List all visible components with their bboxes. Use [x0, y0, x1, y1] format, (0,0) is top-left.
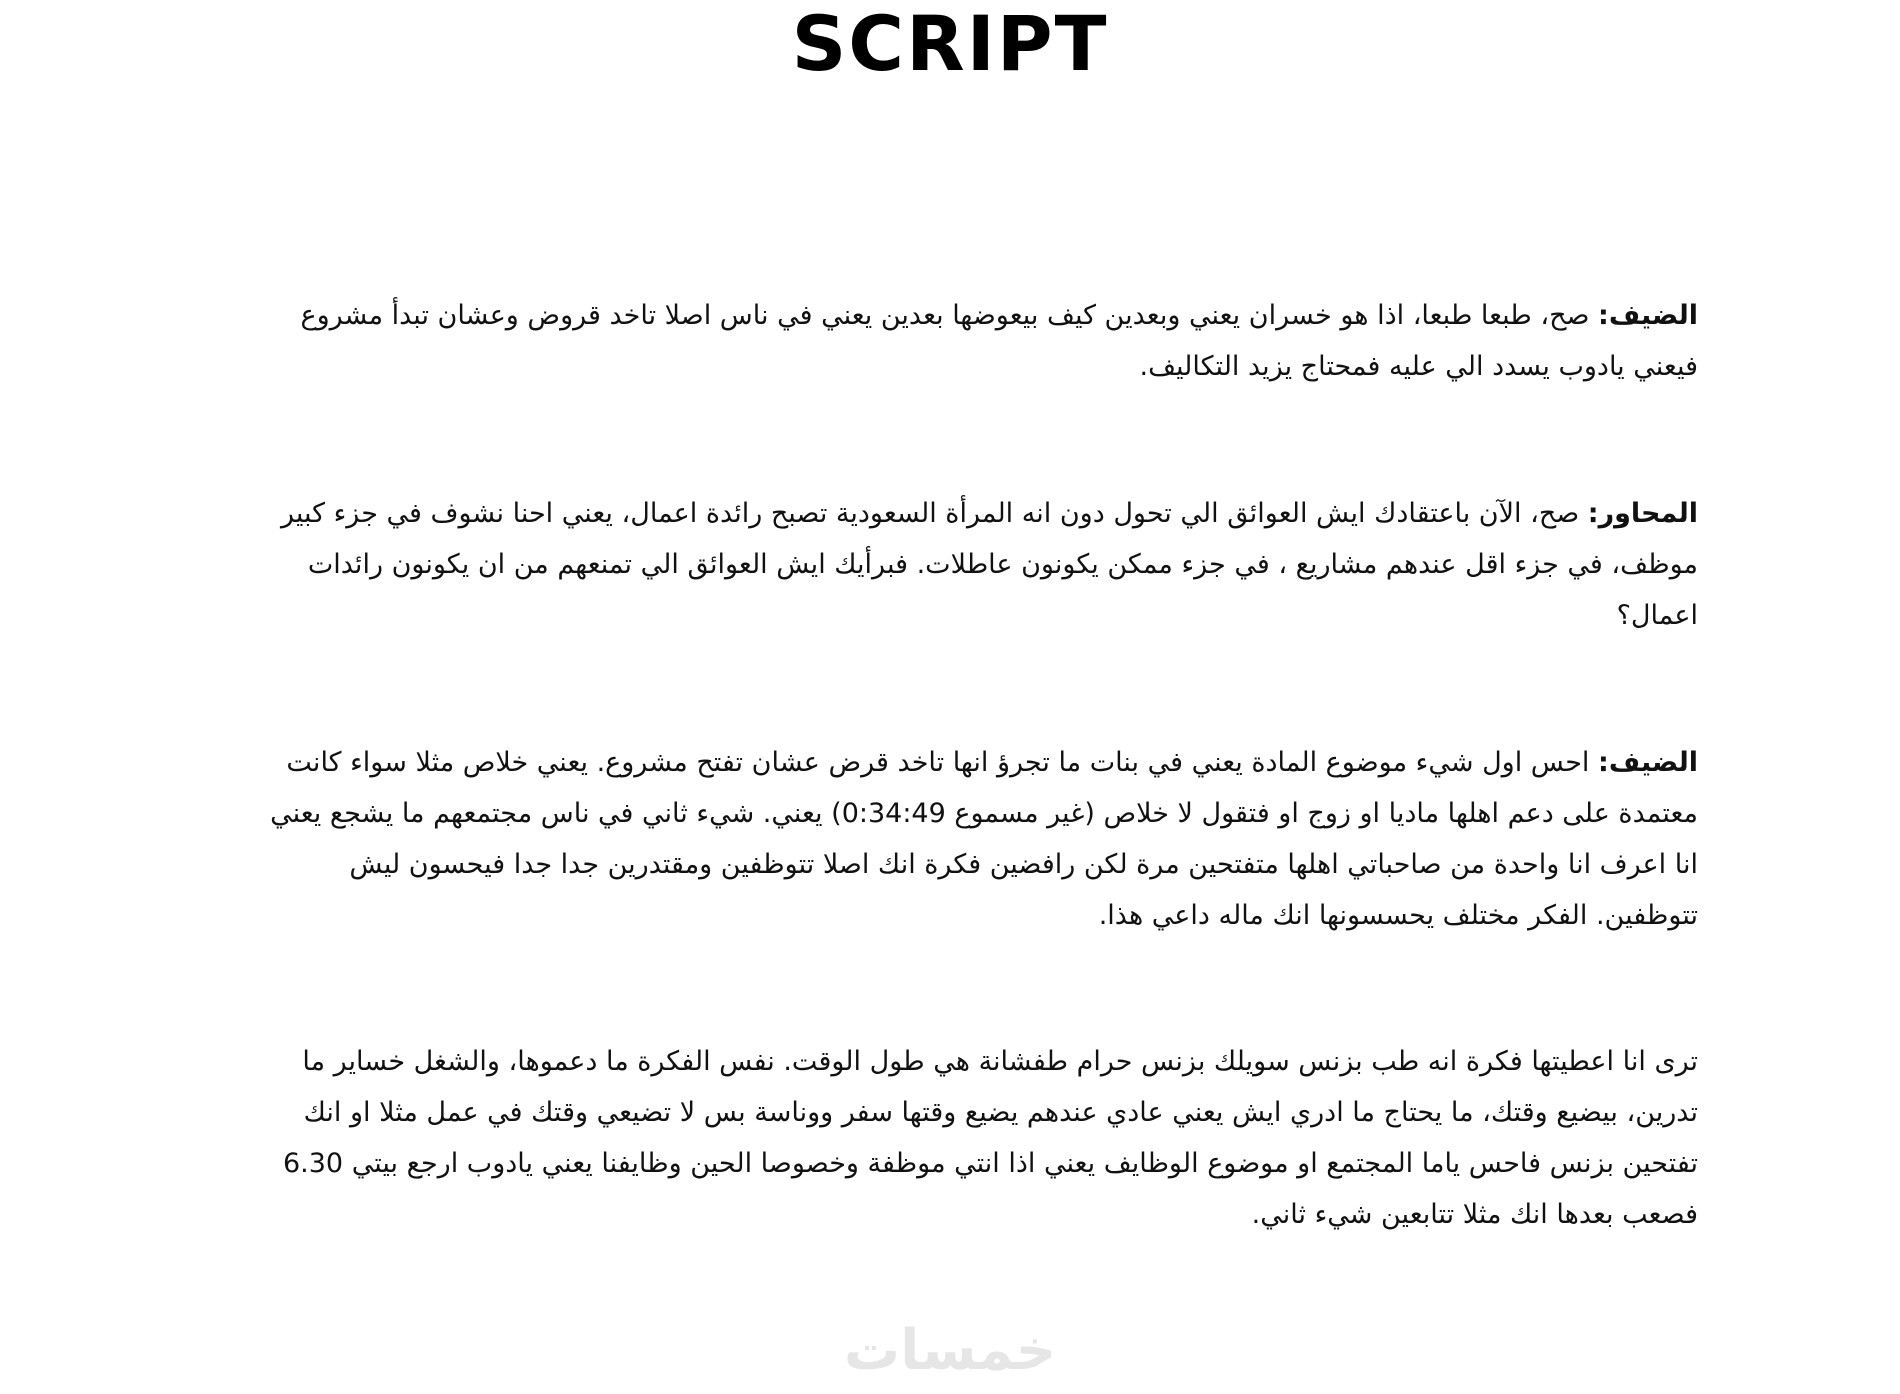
speaker-label: المحاور:: [1587, 498, 1698, 529]
page-title: SCRIPT: [791, 0, 1109, 88]
paragraph-text: صح، الآن باعتقادك ايش العوائق الي تحول دون انه المرأة السعودية تصبح رائدة اعمال، يعني احنا نشوف في جزء كبير موظف، في جزء اقل عندهم مشاريع ، في جزء ممكن يكونون عاطلات. فبرأيك ايش العوائق الي تمنعهم من ان يكونون رائدات اعمال؟: [280, 498, 1698, 631]
paragraph-text: صح، طبعا طبعا، اذا هو خسران يعني وبعدين كيف بيعوضها بعدين يعني في ناس اصلا تاخد قروض وعشان تبدأ مشروع فيعني يادوب يسدد الي عليه فمحتاج يزيد التكاليف.: [300, 300, 1698, 382]
transcript-paragraph-4: [268, 1036, 1698, 1240]
transcript-paragraph-2: [268, 488, 1698, 641]
watermark-logo: خمسات: [843, 1318, 1057, 1383]
speaker-label: الضيف:: [1598, 300, 1698, 331]
transcript-paragraph-1: [268, 290, 1698, 392]
transcript-paragraph-3: [268, 737, 1698, 941]
speaker-label: الضيف:: [1598, 747, 1698, 778]
paragraph-text: احس اول شيء موضوع المادة يعني في بنات ما تجرؤ انها تاخد قرض عشان تفتح مشروع. يعني خلاص مثلا سواء كانت معتمدة على دعم اهلها ماديا او زوج او فتقول لا خلاص (غير مسموع 0:34:49) يعني. شيء ثاني في ناس مجتمعهم ما يشجع يعني انا اعرف انا واحدة من صاحباتي اهلها متفتحين مرة لكن رافضين فكرة انك اصلا تتوظفين ومقتدرين جدا جدا فيحسون ليش تتوظفين. الفكر مختلف يحسسونها انك ماله داعي هذا.: [270, 747, 1698, 931]
paragraph-text: ترى انا اعطيتها فكرة انه طب بزنس سويلك بزنس حرام طفشانة هي طول الوقت. نفس الفكرة ما دعموها، والشغل خساير ما تدرين، بيضيع وقتك، ما يحتاج ما ادري ايش يعني عادي عندهم يضيع وقتها سفر ووناسة بس لا تضيعي وقتك في عمل مثلا او انك تفتحين بزنس فاحس ياما المجتمع او موضوع الوظايف يعني اذا انتي موظفة وخصوصا الحين وظايفنا يعني يادوب ارجع بيتي 6.30 فصعب بعدها انك مثلا تتابعين شيء ثاني.: [282, 1046, 1698, 1230]
